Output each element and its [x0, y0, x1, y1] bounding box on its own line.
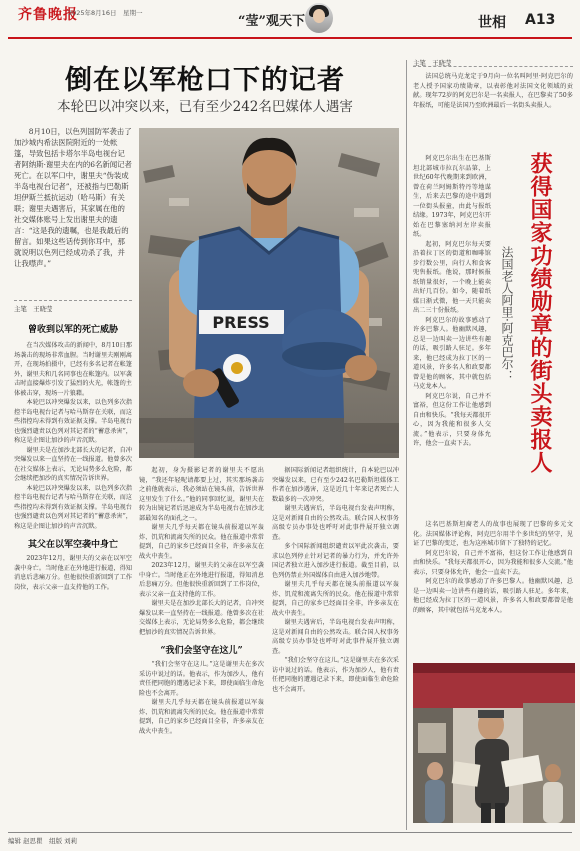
sidebar-paragraph: 法国总统马克龙定于9月向一位名叫阿里·阿克巴尔的老人授予国家功绩勋章，以表彰他对法国文化领域的贡献。现年72岁的阿克巴尔是一名卖报人，在巴黎卖了50多年报纸，可能是法国乃至欧洲最后一名街头卖报人。 [413, 73, 573, 109]
page-footer-editors: 编辑 赵思瞿 组版 刘莉 [8, 837, 78, 845]
sidebar-paragraph: 这名巴基斯坦裔老人的故事也展现了巴黎的多元文化。法国媒体评论称，阿克巴尔用半个多世纪的坚守，见证了巴黎的变迁，也为这座城市留下了独特的记忆。 [413, 521, 573, 547]
column-3-paragraph: 据国际新闻记者组织统计，自本轮巴以冲突爆发以来，已有至少242名巴勒斯坦媒体工作者在加沙遇害，这是近几十年来记者死亡人数最多的一次冲突。 [272, 467, 399, 503]
sidebar-byline: 主笔 王晓莹 [413, 59, 452, 67]
sidebar-paragraph: 阿克巴尔说，自己并不富裕，但这份工作让他感到自由和快乐。“我每天都很开心，因为我能和很多人交流。”他表示，只要身体允许，他会一直卖下去。 [413, 549, 573, 576]
article-column-2 [139, 466, 264, 828]
article-title: 倒在以军枪口下的记者 [65, 65, 345, 96]
article-lead [14, 126, 132, 294]
press-badge: PRESS [212, 313, 270, 332]
column-2-paragraph: 谢里夫是在加沙北部长大的记者，自冲突爆发以来一直坚持在一线报道。他曾多次在社交媒体上表示，无论局势多么危险，都会继续把加沙的真实情况告诉世界。 [139, 600, 264, 636]
column-3-paragraph: 多个国际新闻组织谴责以军此次袭击，要求以色列停止针对记者的暴力行为，并允许外国记者独立进入加沙进行报道。截至目前，以色列仍禁止外国媒体自由进入加沙地带。 [272, 543, 399, 579]
column-1-paragraph: 本轮巴以冲突爆发以来，以色列多次指控半岛电视台记者与哈马斯存在关联，而这些指控均未得到有效证据支撑。半岛电视台也强烈谴责以色列对其记者的“蓄意杀害”，称这是企图让加沙的声音沉默。 [14, 399, 132, 444]
column-2-paragraph: 谢里夫几乎每天都在镜头前报道以军轰炸、饥荒和流离失所的民众。他在报道中常常提到，自己的家乡已经面目全非，许多亲友在战火中丧生。 [139, 699, 264, 735]
lead-text: 8月10日，以色列国防军袭击了加沙城内希法医院附近的一处帐篷，导致包括卡塔尔半岛电视台记者阿纳斯·谢里夫在内的6名新闻记者死亡。在以军口中，谢里夫“伪装成半岛电视台记者”，还被指与巴勒斯坦伊斯兰抵抗运动（哈马斯）有关联；谢里夫遇害后，其家属在他的社交媒体账号上发出谢里夫的遗言：“这是我的遗嘱，也是我最后的留言。如果这些话传到你耳中，那就说明以色列已经成功杀了我，并让我噤声。” [14, 127, 132, 268]
sidebar-paragraph: 起初，阿克巴尔每天要沿着拉丁区的街道和咖啡馆步行数公里，向行人和食客兜售报纸。他说，那时候报纸销量很好，一个晚上能卖出好几百份。如今，随着纸媒日渐式微，他一天只能卖出二三十份报纸。 [413, 240, 491, 314]
column-2-paragraph: 2023年12月，谢里夫的父亲在以军空袭中身亡。当时他正在外地进行报道，得知消息后悲痛万分。但他很快重新回到了工作岗位，表示父亲一直支持他的工作。 [139, 562, 264, 598]
page-header [0, 0, 580, 40]
section-heading-2: 其父在以军空袭中身亡 [27, 540, 118, 550]
newspaper-seller-photo [413, 663, 575, 823]
sidebar-paragraph: 阿克巴尔说，自己并不富裕，但这份工作让他感到自由和快乐。“我每天都很开心，因为我能和很多人交流。”他表示，只要身体允许，他会一直卖下去。 [413, 392, 491, 447]
column-name: “莹”观天下 [238, 14, 305, 29]
footer-rule [8, 832, 572, 833]
column-1-paragraph: 谢里夫是在加沙北部长大的记者，自冲突爆发以来一直坚持在一线报道。他曾多次在社交媒体上表示，无论局势多么危险，都会继续把加沙的真实情况告诉世界。 [14, 446, 132, 482]
column-1-paragraph: 在当次媒体攻击的新闻中，8月10日那场袭击的现场非常血腥。当时谢里夫刚刚离开，在现场拍摄中，已经有多名记者在帐篷外，谢里夫和几名同事也在帐篷内。以军袭击时直接爆炸引发了猛烈的火光，帐篷的主体被击穿，现场一片狼藉。 [14, 342, 132, 397]
section-name: 世相 [478, 15, 506, 31]
column-2-paragraph: 谢里夫几乎每天都在镜头前报道以军轰炸、饥荒和流离失所的民众。他在报道中常常提到，自己的家乡已经面目全非，许多亲友在战火中丧生。 [139, 524, 264, 560]
article-subtitle: 本轮巴以冲突以来，已有至少242名巴媒体人遇害 [57, 99, 353, 115]
sidebar-divider-top [413, 66, 573, 67]
sidebar-paragraph: 阿克巴尔出生在巴基斯坦北部城市拉瓦尔品第，上世纪60年代晚期来到欧洲，曾在荷兰阿姆斯特丹等地谋生，后来去巴黎的途中遇到一位街头报童，由此与报纸结缘。1973年，阿克巴尔开始在巴黎塞纳河左岸卖报纸。 [413, 155, 491, 238]
article-byline: 主笔 王晓莹 [14, 305, 53, 313]
lead-divider [14, 300, 132, 301]
sidebar-title: 获得国家功绩勋章的街头卖报人 [527, 152, 553, 474]
article-column-3 [272, 466, 399, 828]
section-heading-1: 曾收到以军的死亡威胁 [27, 325, 118, 335]
sidebar-subtitle: 法国老人阿里·阿克巴尔： [500, 246, 514, 382]
column-3-paragraph: 谢里夫遇害后，半岛电视台发表声明称，这是对新闻自由的公然攻击。联合国人权事务高级专员办事处也呼吁对此事件展开独立调查。 [272, 505, 399, 541]
sidebar-column-bottom [413, 520, 573, 660]
column-1-paragraph: 2023年12月，谢里夫的父亲在以军空袭中身亡。当时他正在外地进行报道，得知消息后悲痛万分。但他很快重新回到了工作岗位，表示父亲一直支持他的工作。 [14, 555, 132, 591]
issue-date: 2025年8月16日 星期一 [68, 9, 143, 17]
column-3-paragraph: 谢里夫遇害后，半岛电视台发表声明称，这是对新闻自由的公然攻击。联合国人权事务高级专员办事处也呼吁对此事件展开独立调查。 [272, 619, 399, 655]
sidebar-paragraph: 阿克巴尔的故事感动了许多巴黎人。他幽默风趣，总是一边叫卖一边讲些有趣的话，吸引路人驻足。多年来，他已经成为拉丁区的一道风景，许多名人和政要都曾是他的顾客，其中就包括马克龙本人。 [413, 578, 573, 614]
header-rule [8, 37, 572, 39]
article-column-1 [14, 322, 132, 827]
sidebar-paragraph: 阿克巴尔的故事感动了许多巴黎人。他幽默风趣，总是一边叫卖一边讲些有趣的话，吸引路人驻足。多年来，他已经成为拉丁区的一道风景，许多名人和政要都曾是他的顾客，其中就包括马克龙本人。 [413, 316, 491, 390]
column-1-paragraph: 本轮巴以冲突爆发以来，以色列多次指控半岛电视台记者与哈马斯存在关联，而这些指控均未得到有效证据支撑。半岛电视台也强烈谴责以色列对其记者的“蓄意杀害”，称这是企图让加沙的声音沉默。 [14, 484, 132, 530]
page-number: A13 [525, 12, 556, 28]
column-2-paragraph: “我们会坚守在这儿。”这是谢里夫在多次采访中说过的话。他表示，作为加沙人，他有责任把同胞的遭遇记录下来，即使面临生命危险也不会离开。 [139, 661, 264, 697]
columnist-avatar [305, 3, 333, 33]
newspaper-logo: 齐鲁晚报 [18, 7, 78, 23]
column-3-paragraph: “我们会坚守在这儿。”这是谢里夫在多次采访中说过的话。他表示，作为加沙人，他有责任把同胞的遭遇记录下来，即使面临生命危险也不会离开。 [272, 657, 399, 693]
column-3-paragraph: 谢里夫几乎每天都在镜头前报道以军轰炸、饥荒和流离失所的民众。他在报道中常常提到，自己的家乡已经面目全非，许多亲友在战火中丧生。 [272, 581, 399, 617]
column-2-paragraph: 起初，身为摄影记者的谢里夫不愿出镜，“我还年轻呢请都要上过，其实那场袭击之前他就表示，我必须站在镜头前，告诉世界这里发生了什么。”他的同事回忆说，谢里夫在转为出镜记者后迅速成为半岛电视台在加沙北部最知名的面孔之一。 [139, 467, 264, 522]
sidebar-column-top [413, 72, 573, 152]
journalist-photo [139, 128, 399, 458]
sidebar-divider [406, 60, 407, 830]
section-heading-3: “我们会坚守在这儿” [160, 646, 243, 656]
